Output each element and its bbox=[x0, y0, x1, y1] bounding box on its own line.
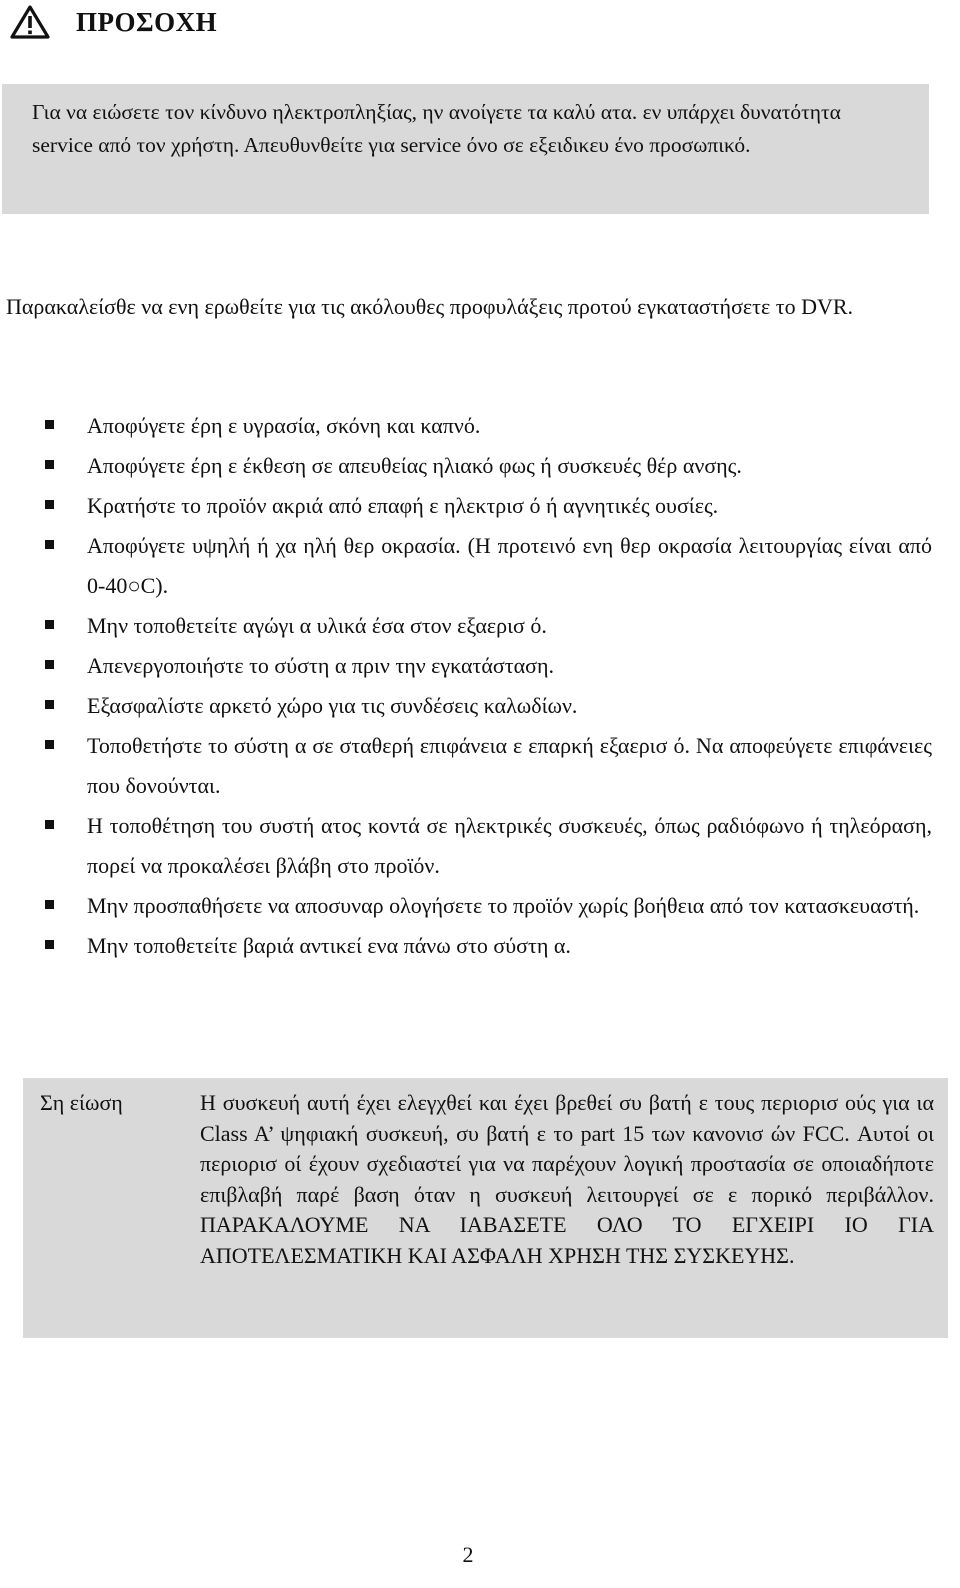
list-item-text: Απενεργοποιήστε το σύστη α πριν την εγκατάσταση. bbox=[87, 653, 554, 678]
list-item bbox=[0, 526, 932, 606]
bullet-square-icon bbox=[45, 900, 54, 909]
warning-triangle-icon bbox=[10, 5, 50, 39]
caution-box bbox=[2, 84, 929, 214]
list-item bbox=[0, 886, 932, 926]
list-item bbox=[0, 686, 932, 726]
list-item-text: Κρατήστε το προϊόν ακριά από επαφή ε ηλεκτρισ ό ή αγνητικές ουσίες. bbox=[87, 493, 719, 518]
bullet-square-icon bbox=[45, 460, 54, 469]
list-item bbox=[0, 726, 932, 806]
note-box bbox=[23, 1078, 948, 1338]
list-item-text: Μην τοποθετείτε βαριά αντικεί ενα πάνω στο σύστη α. bbox=[87, 933, 571, 958]
caution-text: Για να ειώσετε τον κίνδυνο ηλεκτροπληξίας, ην ανοίγετε τα καλύ ατα. εν υπάρχει δυνατότητα service από τον χρήστη. Απευθυνθείτε για service όνο σε εξειδικευ ένο προσωπικό. bbox=[32, 100, 841, 157]
list-item bbox=[0, 926, 932, 966]
list-item-text: Αποφύγετε έρη ε έκθεση σε απευθείας ηλιακό φως ή συσκευές θέρ ανσης. bbox=[87, 453, 742, 478]
page-header bbox=[10, 2, 217, 42]
bullet-square-icon bbox=[45, 820, 54, 829]
note-label: Ση είωση bbox=[40, 1090, 123, 1115]
list-item-text: Αποφύγετε υψηλή ή χα ηλή θερ οκρασία. (Η προτεινό ενη θερ οκρασία λειτουργίας είναι από 0-40○C). bbox=[87, 533, 932, 598]
list-item-text: Εξασφαλίστε αρκετό χώρο για τις συνδέσεις καλωδίων. bbox=[87, 693, 578, 718]
list-item bbox=[0, 406, 932, 446]
note-text: Η συσκευή αυτή έχει ελεγχθεί και έχει βρεθεί συ βατή ε τους περιορισ ούς για ια Class A’ ψηφιακή συσκευή, συ βατή ε το part 15 των κανονισ ών FCC. Αυτοί οι περιορισ οί έχουν σχεδιαστεί για να παρέχουν λογική προστασία σε οποιαδήποτε επιβλαβή παρέ βαση όταν η συσκευή λειτουργεί σε ε πορικό περιβάλλον. ΠΑΡΑΚΑΛΟΥΜΕ ΝΑ ΙΑΒΑΣΕΤΕ ΟΛΟ ΤΟ ΕΓΧΕΙΡΙ ΙΟ ΓΙΑ ΑΠΟΤΕΛΕΣΜΑΤΙΚΗ ΚΑΙ ΑΣΦΑΛΗ ΧΡΗΣΗ ΤΗΣ ΣΥΣΚΕΥΗΣ. bbox=[200, 1090, 934, 1268]
list-item-text: Τοποθετήστε το σύστη α σε σταθερή επιφάνεια ε επαρκή εξαερισ ό. Να αποφεύγετε επιφάνειες που δονούνται. bbox=[87, 733, 932, 798]
list-item bbox=[0, 606, 932, 646]
intro-paragraph: Παρακαλείσθε να ενη ερωθείτε για τις ακόλουθες προφυλάξεις προτού εγκαταστήσετε το DVR. bbox=[6, 294, 854, 319]
bullet-square-icon bbox=[45, 700, 54, 709]
list-item-text: Αποφύγετε έρη ε υγρασία, σκόνη και καπνό. bbox=[87, 413, 481, 438]
precautions-list bbox=[0, 406, 932, 966]
bullet-square-icon bbox=[45, 660, 54, 669]
list-item-text: Η τοποθέτηση του συστή ατος κοντά σε ηλεκτρικές συσκευές, όπως ραδιόφωνο ή τηλεόραση, πορεί να προκαλέσει βλάβη στο προϊόν. bbox=[87, 813, 932, 878]
bullet-square-icon bbox=[45, 500, 54, 509]
list-item bbox=[0, 806, 932, 886]
list-item bbox=[0, 646, 932, 686]
bullet-square-icon bbox=[45, 540, 54, 549]
list-item-text: Μην προσπαθήσετε να αποσυναρ ολογήσετε το προϊόν χωρίς βοήθεια από τον κατασκευαστή. bbox=[87, 893, 920, 918]
bullet-square-icon bbox=[45, 940, 54, 949]
bullet-square-icon bbox=[45, 420, 54, 429]
bullet-square-icon bbox=[45, 620, 54, 629]
bullet-square-icon bbox=[45, 740, 54, 749]
page-title: ΠΡΟΣΟΧΗ bbox=[76, 6, 218, 37]
page-number: 2 bbox=[462, 1542, 474, 1567]
list-item-text: Μην τοποθετείτε αγώγι α υλικά έσα στον εξαερισ ό. bbox=[87, 613, 547, 638]
list-item bbox=[0, 446, 932, 486]
list-item bbox=[0, 486, 932, 526]
